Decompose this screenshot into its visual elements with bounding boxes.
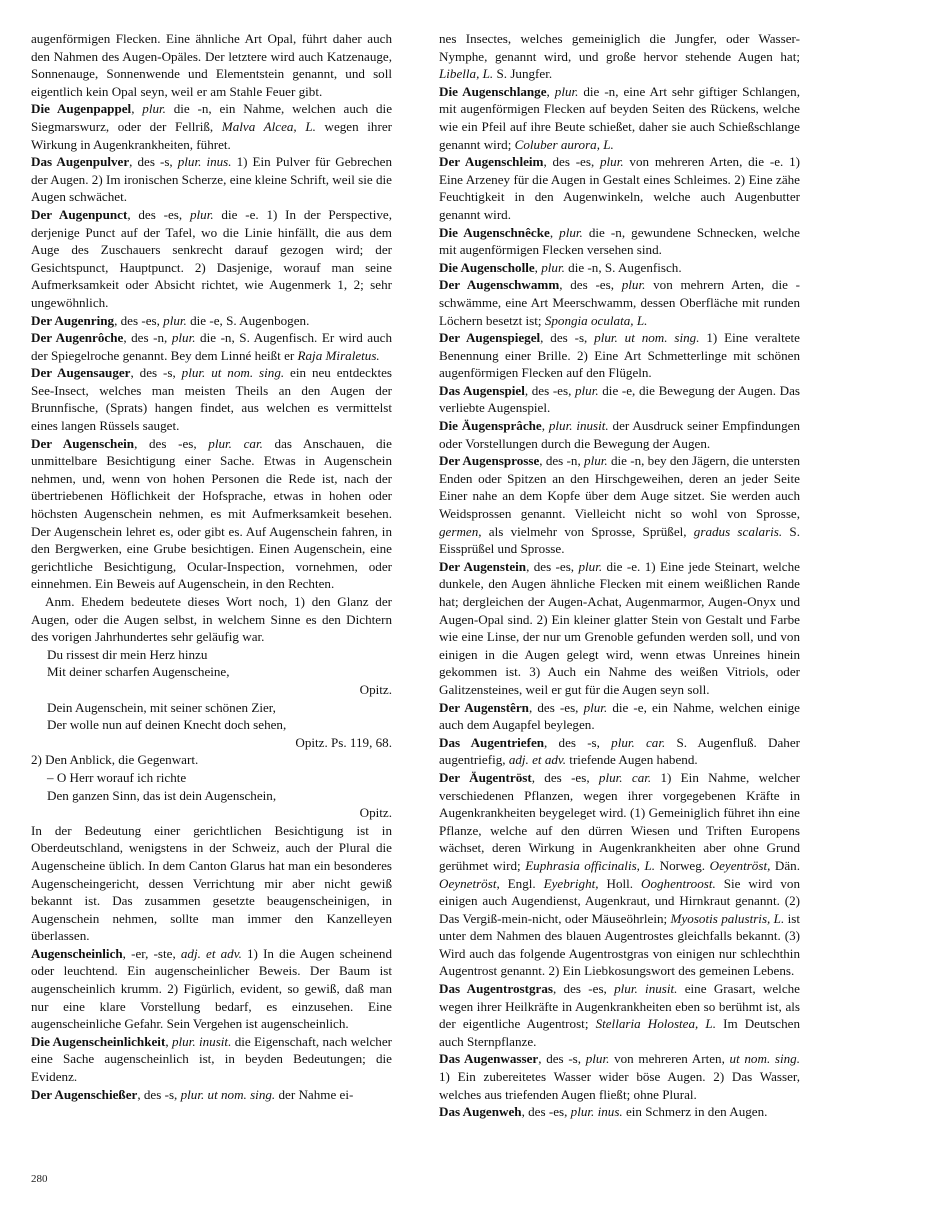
- dictionary-entry: [31, 30, 392, 100]
- page-number: 280: [31, 1173, 48, 1185]
- quotation-line: [31, 646, 392, 664]
- dictionary-entry: [439, 276, 800, 329]
- headword: Das Augenspiel: [439, 382, 525, 398]
- entry-text: , des -s,: [540, 330, 595, 346]
- entry-text: Den ganzen Sinn, das ist dein Augenschein,: [47, 787, 277, 803]
- entry-text: , des -s,: [538, 1051, 586, 1067]
- italic-term: adj. et adv.: [180, 945, 242, 961]
- italic-term: plur.: [559, 224, 583, 240]
- italic-term: plur. car.: [598, 769, 652, 785]
- italic-term: plur.: [621, 277, 646, 293]
- entry-text: Anm. Ehedem bedeutete dieses Wort noch, 1) den Glanz der Augen, oder die Augen selbst, in welchem Sinne es den Dichtern des vorigen Jahrhundertes sehr geläufig war.: [31, 594, 392, 645]
- italic-term: plur.: [578, 558, 603, 574]
- dictionary-entry: [439, 769, 800, 980]
- entry-text: , -er, -ste,: [122, 945, 181, 961]
- entry-text: die -n, bey den Jägern, die untersten Enden oder Spitzen an den Hirschgeweihen, deren an jeder Seite Einer nahe an dem Kopfe über dem Auge sitzet. Sie werden auch Weidsprossen genannt. Vielleicht nicht so wohl von Sprosse,: [439, 453, 801, 522]
- entry-text: die -n, S. Augenfisch. Er wird auch der Spiegelroche genannt. Bey dem Linné heißt er: [31, 330, 392, 363]
- dictionary-entry: [31, 153, 392, 206]
- entry-text: der Ausdruck seiner Empfindungen oder Vorstellungen durch die Bewegung der Augen.: [439, 418, 801, 451]
- headword: Der Augenrôche: [31, 330, 124, 346]
- headword: Das Augenpulver: [31, 154, 130, 170]
- entry-text: S. Jungfer.: [493, 66, 553, 82]
- entry-text: Dein Augenschein, mit seiner schönen Zier,: [47, 699, 276, 715]
- headword: Die Augenpappel: [31, 101, 132, 117]
- quotation-source: [31, 681, 392, 699]
- dictionary-entry: [31, 945, 392, 1033]
- entry-text: triefende Augen habend.: [566, 752, 698, 768]
- italic-term: gradus scalaris.: [693, 523, 783, 539]
- entry-text: von mehrern Arten, die -schwämme, eine Art Meerschwamm, dessen Oberfläche mit runden Löchern besetzt ist;: [439, 277, 801, 328]
- italic-term: Eyebright,: [543, 875, 599, 891]
- headword: Augenscheinlich: [31, 945, 123, 961]
- dictionary-entry: [439, 734, 800, 769]
- entry-text: , des -es,: [524, 382, 575, 398]
- dictionary-entry: [439, 980, 800, 1050]
- dictionary-entry: [31, 312, 392, 330]
- entry-text: , des -s,: [544, 734, 612, 750]
- entry-text: Dän.: [770, 857, 800, 873]
- entry-text: die -e, ein Nahme, welchen einige auch dem Augapfel beylegen.: [439, 699, 800, 733]
- dictionary-entry: [439, 452, 800, 558]
- headword: Der Augensprosse: [439, 453, 540, 469]
- entry-text: – O Herr worauf ich richte: [47, 769, 187, 785]
- entry-text: die -n, S. Augenfisch.: [564, 259, 682, 275]
- quotation-source: [31, 734, 392, 752]
- entry-text: Norweg.: [655, 857, 710, 873]
- dictionary-entry: [439, 224, 800, 259]
- entry-text: Sie wird von einigen auch Augendienst, Augenkraut, und Hirnkraut genannt. (2) Das Vergiß-mein-nicht, oder Mäuseöhrlein;: [439, 875, 800, 926]
- entry-text: , des -es,: [134, 435, 209, 451]
- headword: Die Augenscheinlichkeit: [31, 1033, 166, 1049]
- dictionary-entry: [31, 364, 392, 434]
- entry-text: ,: [549, 224, 560, 240]
- entry-text: nes Insectes, welches gemeiniglich die Jungfer, oder Wasser-Nymphe, genannt wird, und große hervor stehende Augen hat;: [439, 31, 800, 64]
- headword: Das Augentrostgras: [439, 981, 553, 997]
- headword: Der Augenschein: [31, 435, 135, 451]
- entry-text: 1) Ein zubereitetes Wasser wider böse Augen. 2) Das Wasser, welches aus triefenden Augen fließt; ohne Plural.: [439, 1069, 800, 1102]
- entry-text: , des -es,: [127, 206, 190, 222]
- entry-text: 1) In die Augen scheinend oder leuchtend. Ein augenscheinlicher Beweis. Der Baum ist augenscheinlich krumm. 2) Figürlich, evident, so gewiß, daß man nur eine klare Vorstellung bedarf, es einzusehen. Eine augenscheinliche Gefahr. Sein Vergehen ist augenscheinlich.: [31, 945, 392, 1032]
- italic-term: Stellaria Holostea, L.: [595, 1016, 716, 1032]
- italic-term: Spongia oculata, L.: [544, 312, 648, 328]
- italic-term: Libella, L.: [439, 66, 494, 82]
- entry-text: ,: [541, 418, 549, 434]
- entry-text: , des -n,: [123, 330, 172, 346]
- italic-term: plur. inusit.: [548, 418, 609, 434]
- entry-text: das Anschauen, die unmittelbare Besichtigung einer Sache. Etwas in Augenschein nehmen, und, wenn von hohen Personen die Rede ist, nach der übertriebenen Höflichkeit der Hofsprache, etwas in hohen oder höchsten Augenschein nehmen, es mit Aufmerksamkeit besehen. Der Augenschein lehret es, oder gibt es. Auf Augenschein fahren, in den Bergwerken, eine Grube besichtigen. Einen Augenschein, eine gerichtliche Besichtigung, Ocular-Inspection, vornehmen, oder einnehmen. Ein Beweis auf Augenschein, in den Rechten.: [31, 435, 392, 592]
- entry-text: eine Grasart, welche wegen ihrer Heilkräfte in Augenkrankheiten eben so berühmt ist, als der eigentliche Augentrost;: [439, 981, 800, 1032]
- entry-text: 2) Den Anblick, die Gegenwart.: [31, 752, 199, 768]
- dictionary-entry: [31, 206, 392, 312]
- headword: Der Augenschleim: [439, 154, 544, 170]
- entry-text: , des -n,: [539, 453, 585, 469]
- headword: Der Augenstein: [439, 558, 527, 574]
- italic-term: Oeyentröst,: [709, 857, 771, 873]
- headword: Der Augenstêrn: [439, 699, 529, 715]
- italic-term: plur. ut nom. sing.: [594, 330, 700, 346]
- entry-text: die -e. 1) Eine jede Steinart, welche dunkele, den Augen ähnliche Flecken mit einem weißlichen Rande hat; dergleichen der Augen-Achat, Augenmarmor, Augen-Onyx und Augen-Opal sind. 2) Ein kleiner glatter Stein von Gestalt und Farbe wie eine Linse, der nur um Grenoble gefunden werden soll, und von einigen in die Augen gelegt wird, wenn etwas Unreines hinein gekommen ist. 3) Auch ein Nahme des weißen Vitriols, oder Galitzensteines, weil er gut für die Augen seyn soll.: [439, 558, 800, 697]
- quotation-line: [31, 716, 392, 734]
- entry-text: die -e. 1) In der Perspective, derjenige Punct auf der Tafel, wo die Linie hinfällt, die aus dem Auge des Zuschauers senkrecht darauf gezogen wird; der Gesichtspunct, Hauptpunct. 2) Dasjenige, worauf man seine Aufmerksamkeit oder Absicht richtet, wie Augenmerk 1, 2; sehr ungewöhnlich.: [31, 206, 392, 310]
- entry-text: die -n, ein Nahme, welchen auch die Siegmarswurz, oder der Fellriß,: [31, 101, 393, 134]
- italic-term: plur. inus.: [177, 154, 232, 170]
- headword: Die Augenscholle: [439, 259, 535, 275]
- entry-text: , des -es,: [528, 699, 584, 715]
- italic-term: plur.: [600, 154, 624, 170]
- italic-term: germen,: [439, 523, 482, 539]
- italic-term: adj. et adv.: [508, 752, 567, 768]
- italic-term: plur.: [189, 206, 214, 222]
- entry-text: als vielmehr von Sprosse, Sprüßel,: [481, 523, 694, 539]
- italic-term: Malva Alcea, L.: [221, 118, 316, 134]
- entry-text: ,: [534, 259, 542, 275]
- entry-text: ,: [165, 1033, 172, 1049]
- entry-text: , des -es,: [526, 558, 579, 574]
- dictionary-entry: [439, 699, 800, 734]
- entry-text: Der wolle nun auf deinen Knecht doch sehen,: [47, 717, 287, 733]
- dictionary-entry: [439, 558, 800, 699]
- headword: Das Augenweh: [439, 1104, 522, 1120]
- italic-term: plur. inusit.: [614, 981, 678, 997]
- italic-term: plur.: [541, 259, 565, 275]
- quotation-source: [31, 804, 392, 822]
- entry-text: S. Augenfluß. Daher augentriefig,: [439, 734, 801, 768]
- entry-text: von mehreren Arten,: [609, 1051, 730, 1067]
- entry-text: 1) Ein Pulver für Gebrechen der Augen. 2) Im ironischen Scherze, eine kleine Schrift, weil sie die Augen schwächet.: [31, 154, 392, 205]
- entry-text: , des -es,: [521, 1104, 571, 1120]
- dictionary-entry: [31, 329, 392, 364]
- dictionary-entry: [439, 30, 800, 83]
- entry-text: , des -es,: [559, 277, 622, 293]
- italic-term: plur.: [142, 101, 166, 117]
- entry-text: , des -es,: [114, 312, 164, 328]
- entry-text: , des -es,: [552, 981, 615, 997]
- entry-text: Mit deiner scharfen Augenscheine,: [47, 664, 230, 680]
- italic-term: Raja Miraletus.: [297, 347, 380, 363]
- entry-text: augenförmigen Flecken. Eine ähnliche Art Opal, führt daher auch den Nahmen des Augen-Opäles. Der letztere wird auch Katzenauge, Sonnenauge, Sonnenwende und Elementstein genannt, und soll eigentlich kein Opal seyn, weil er am Stahle Feuer gibt.: [31, 31, 392, 99]
- left-column: [31, 30, 392, 1103]
- dictionary-entry: [439, 83, 800, 153]
- italic-term: Coluber aurora, L.: [514, 136, 614, 152]
- headword: Der Augenspiegel: [439, 330, 541, 346]
- italic-term: Oeynetröst,: [439, 875, 500, 891]
- italic-term: plur. inusit.: [171, 1033, 232, 1049]
- headword: Die Augenschlange: [439, 83, 547, 99]
- headword: Der Augenring: [31, 312, 115, 328]
- entry-text: Engl.: [499, 875, 544, 891]
- italic-term: plur. ut nom. sing.: [181, 365, 285, 381]
- italic-term: plur.: [584, 453, 608, 469]
- entry-text: die -e, die Bewegung der Augen. Das verliebte Augenspiel.: [439, 382, 800, 416]
- headword: Das Augenwasser: [439, 1051, 539, 1067]
- dictionary-entry: [439, 259, 800, 277]
- entry-text: Du rissest dir mein Herz hinzu: [47, 646, 208, 662]
- entry-text: Holl.: [598, 875, 641, 891]
- dictionary-entry: [439, 1103, 800, 1121]
- headword: Das Augentriefen: [439, 734, 545, 750]
- entry-text: , des -es,: [543, 154, 600, 170]
- headword: Die Äugensprâche: [439, 418, 542, 434]
- italic-term: plur. ut nom. sing.: [180, 1086, 276, 1102]
- italic-term: ut nom. sing.: [729, 1051, 800, 1067]
- dictionary-entry: [439, 329, 800, 382]
- headword: Der Äugentröst: [439, 769, 532, 785]
- quotation-line: [31, 699, 392, 717]
- entry-text: von mehreren Arten, die -e. 1) Eine Arzeney für die Augen in Gestalt eines Schleimes. 2) Eine zähe Feuchtigkeit in den Augenwinkeln, welche auch Augenbutter genannt wird.: [439, 154, 800, 222]
- entry-text: ,: [546, 83, 555, 99]
- entry-text: S. Eissprüßel und Sprosse.: [439, 523, 800, 557]
- italic-term: plur.: [585, 1051, 610, 1067]
- entry-text: Opitz.: [359, 805, 392, 821]
- entry-text: In der Bedeutung einer gerichtlichen Besichtigung ist in Oberdeutschland, wenigstens in der Schweiz, auch der Plural die Augenscheine üblich. In dem Canton Glarus hat man ein besonderes Augenscheingericht, dessen Verrichtung mir aber nicht gewiß bekannt ist. Das zusammen gesetzte beaugenscheinigen, in Augenschein nehmen, sollte man immer den Kanzelleyen überlassen.: [31, 822, 392, 944]
- quotation-line: [31, 769, 392, 787]
- entry-text: , des -s,: [130, 365, 182, 381]
- dictionary-entry: [439, 1050, 800, 1103]
- italic-term: plur. inus.: [570, 1104, 623, 1120]
- entry-text: ist unter dem Nahmen des blauen Augentrostes gleichfalls bekannt. (3) Wird auch das folgende Augentrostgras von einigen nur schlechthin Augentrost genannt. 2) Ein Liebkosungswort des gemeinen Lebens.: [439, 910, 800, 979]
- entry-text: , des -s,: [129, 154, 178, 170]
- italic-term: plur.: [583, 699, 608, 715]
- dictionary-entry: [439, 153, 800, 223]
- headword: Der Augenschwamm: [439, 277, 560, 293]
- annotation-paragraph: [31, 593, 392, 646]
- entry-text: die -n, eine Art sehr giftiger Schlangen, mit augenförmigen Flecken auf beyden Seiten des Rückens, welche wie ein Pfeil auf ihre Beute schießet, daher sie auch Schießschlange genannt wird;: [439, 83, 800, 152]
- entry-text: , des -s,: [137, 1086, 181, 1102]
- headword: Der Augensauger: [31, 365, 131, 381]
- entry-text: der Nahme ei-: [275, 1086, 354, 1102]
- dictionary-entry: [31, 1086, 392, 1104]
- entry-text: die -n, gewundene Schnecken, welche mit augenförmigen Flecken versehen sind.: [439, 224, 800, 258]
- entry-text: die -e, S. Augenbogen.: [186, 312, 310, 328]
- dictionary-entry: [31, 435, 392, 593]
- italic-term: plur. car.: [208, 435, 263, 451]
- entry-text: ein neu entdecktes See-Insect, welches man meisten Theils an den Augen der Brunnfische, (Sprats) hangen findet, aus welchen es vermittelst eines langen Rüssels sauget.: [31, 365, 393, 434]
- entry-text: Im Deutschen auch Sternpflanze.: [439, 1016, 800, 1049]
- quotation-line: [31, 663, 392, 681]
- italic-term: Euphrasia officinalis, L.: [525, 857, 656, 873]
- dictionary-entry: [439, 382, 800, 417]
- italic-term: Myosotis palustris, L.: [670, 910, 785, 926]
- right-column: [439, 30, 800, 1121]
- italic-term: plur.: [554, 83, 579, 99]
- dictionary-entry: [31, 100, 392, 153]
- headword: Der Augenschießer: [31, 1086, 138, 1102]
- dictionary-entry: [439, 417, 800, 452]
- entry-text: ,: [131, 101, 143, 117]
- headword: Der Augenpunct: [31, 206, 128, 222]
- entry-text: ein Schmerz in den Augen.: [622, 1104, 768, 1120]
- quotation-line: [31, 787, 392, 805]
- italic-term: plur.: [171, 330, 196, 346]
- italic-term: Ooghentroost.: [640, 875, 716, 891]
- entry-text: die Eigenschaft, nach welcher eine Sache augenscheinlich ist, in beyden Bedeutungen; die Evidenz.: [31, 1033, 393, 1085]
- entry-text: , des -es,: [531, 769, 599, 785]
- entry-text: 1) Ein Nahme, welcher verschiedenen Pflanzen, wegen ihrer vorgegebenen Kräfte in Augenkrankheiten beygeleget wird. (1) Gemeiniglich führet ihn eine Pflanze, welche auf den dürren Wiesen und Triften Europens wächset, deren Wirkung in Augenkrankheiten aber ohne Grund gerühmet wird;: [439, 769, 800, 873]
- entry-text: 1) Eine veraltete Benennung einer Brille. 2) Eine Art Schmetterlinge mit schönen augenförmigen Flecken auf den Flügeln.: [439, 330, 800, 381]
- entry-text: Opitz. Ps. 119, 68.: [295, 734, 392, 750]
- italic-term: plur. car.: [611, 734, 666, 750]
- dictionary-entry: [31, 1033, 392, 1086]
- headword: Die Augenschnêcke: [439, 224, 550, 240]
- entry-text: wegen ihrer Wirkung in Augenkrankheiten, führet.: [31, 118, 392, 152]
- dictionary-entry: [31, 751, 392, 769]
- italic-term: plur.: [163, 312, 187, 328]
- italic-term: plur.: [574, 382, 599, 398]
- dictionary-entry: [31, 822, 392, 945]
- entry-text: Opitz.: [359, 681, 392, 697]
